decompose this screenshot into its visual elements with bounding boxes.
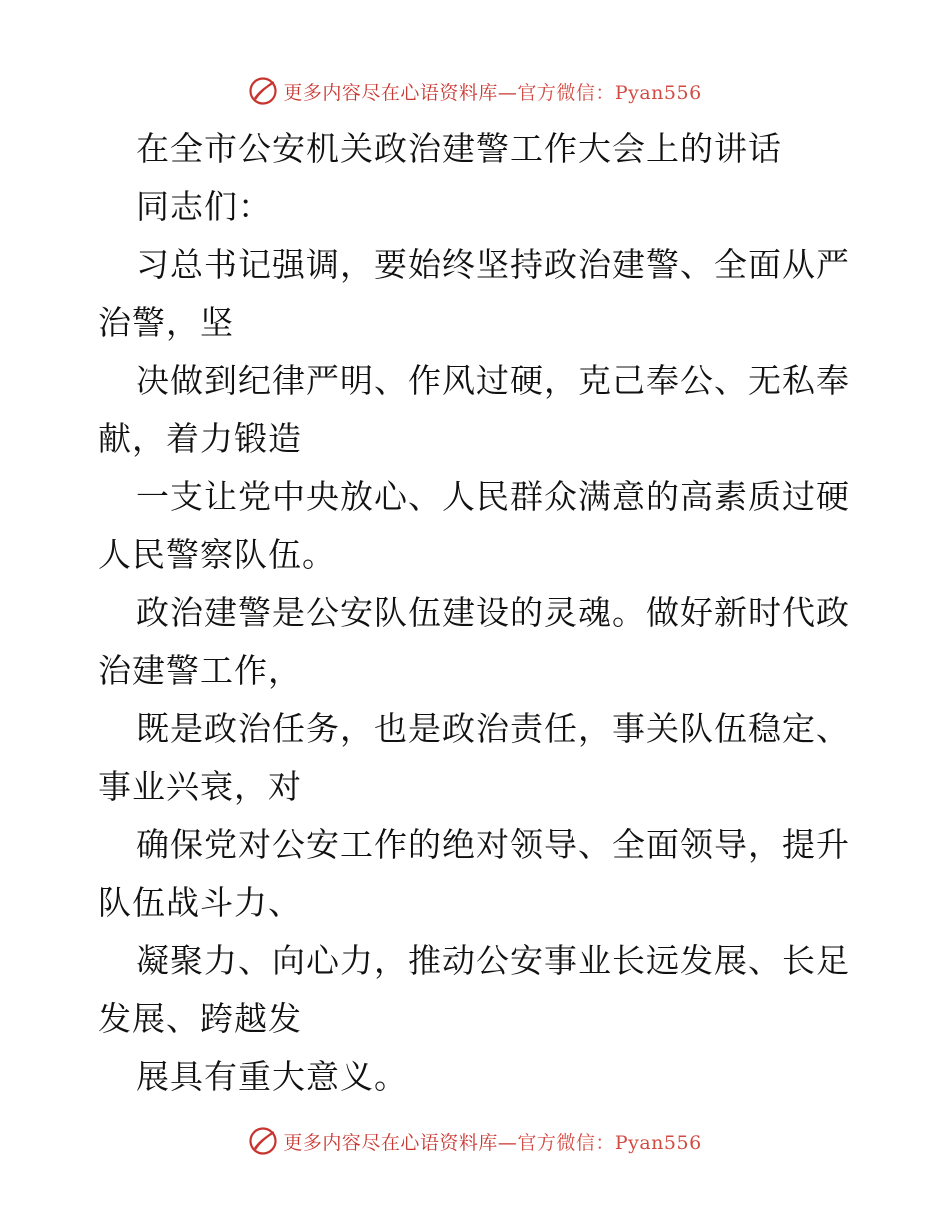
text-line: 治警，坚 xyxy=(98,303,234,342)
watermark-brand: 更多内容尽在心语资料库 xyxy=(283,81,498,104)
watermark-dash: — xyxy=(497,81,518,104)
text-line: 凝聚力、向心力，推动公安事业长远发展、长足 xyxy=(136,941,850,980)
text-line: 人民警察队伍。 xyxy=(98,535,336,574)
document-body xyxy=(98,120,858,1106)
text-line: 同志们： xyxy=(136,187,272,226)
text-line: 治建警工作， xyxy=(98,651,302,690)
text-line: 政治建警是公安队伍建设的灵魂。做好新时代政 xyxy=(136,593,850,632)
document-title: 在全市公安机关政治建警工作大会上的讲话 xyxy=(136,129,782,168)
text-line: 习总书记强调，要始终坚持政治建警、全面从严 xyxy=(136,245,850,284)
text-line: 一支让党中央放心、人民群众满意的高素质过硬 xyxy=(136,477,850,516)
pen-logo-icon xyxy=(248,76,278,106)
text-line: 决做到纪律严明、作风过硬，克己奉公、无私奉 xyxy=(136,361,850,400)
text-line: 发展、跨越发 xyxy=(98,999,302,1038)
text-line: 献，着力锻造 xyxy=(98,419,302,458)
text-line: 既是政治任务，也是政治责任，事关队伍稳定、 xyxy=(136,709,850,748)
text-line: 事业兴衰，对 xyxy=(98,767,302,806)
footer-watermark xyxy=(0,1121,950,1161)
text-line: 展具有重大意义。 xyxy=(136,1057,408,1096)
watermark-dash: — xyxy=(497,1131,518,1154)
pen-logo-icon xyxy=(248,1126,278,1156)
watermark-wechat: 官方微信：Pyan556 xyxy=(517,1131,702,1154)
text-line: 队伍战斗力、 xyxy=(98,883,302,922)
header-watermark xyxy=(0,71,950,111)
watermark-brand: 更多内容尽在心语资料库 xyxy=(283,1131,498,1154)
text-line: 确保党对公安工作的绝对领导、全面领导，提升 xyxy=(136,825,850,864)
watermark-wechat: 官方微信：Pyan556 xyxy=(517,81,702,104)
